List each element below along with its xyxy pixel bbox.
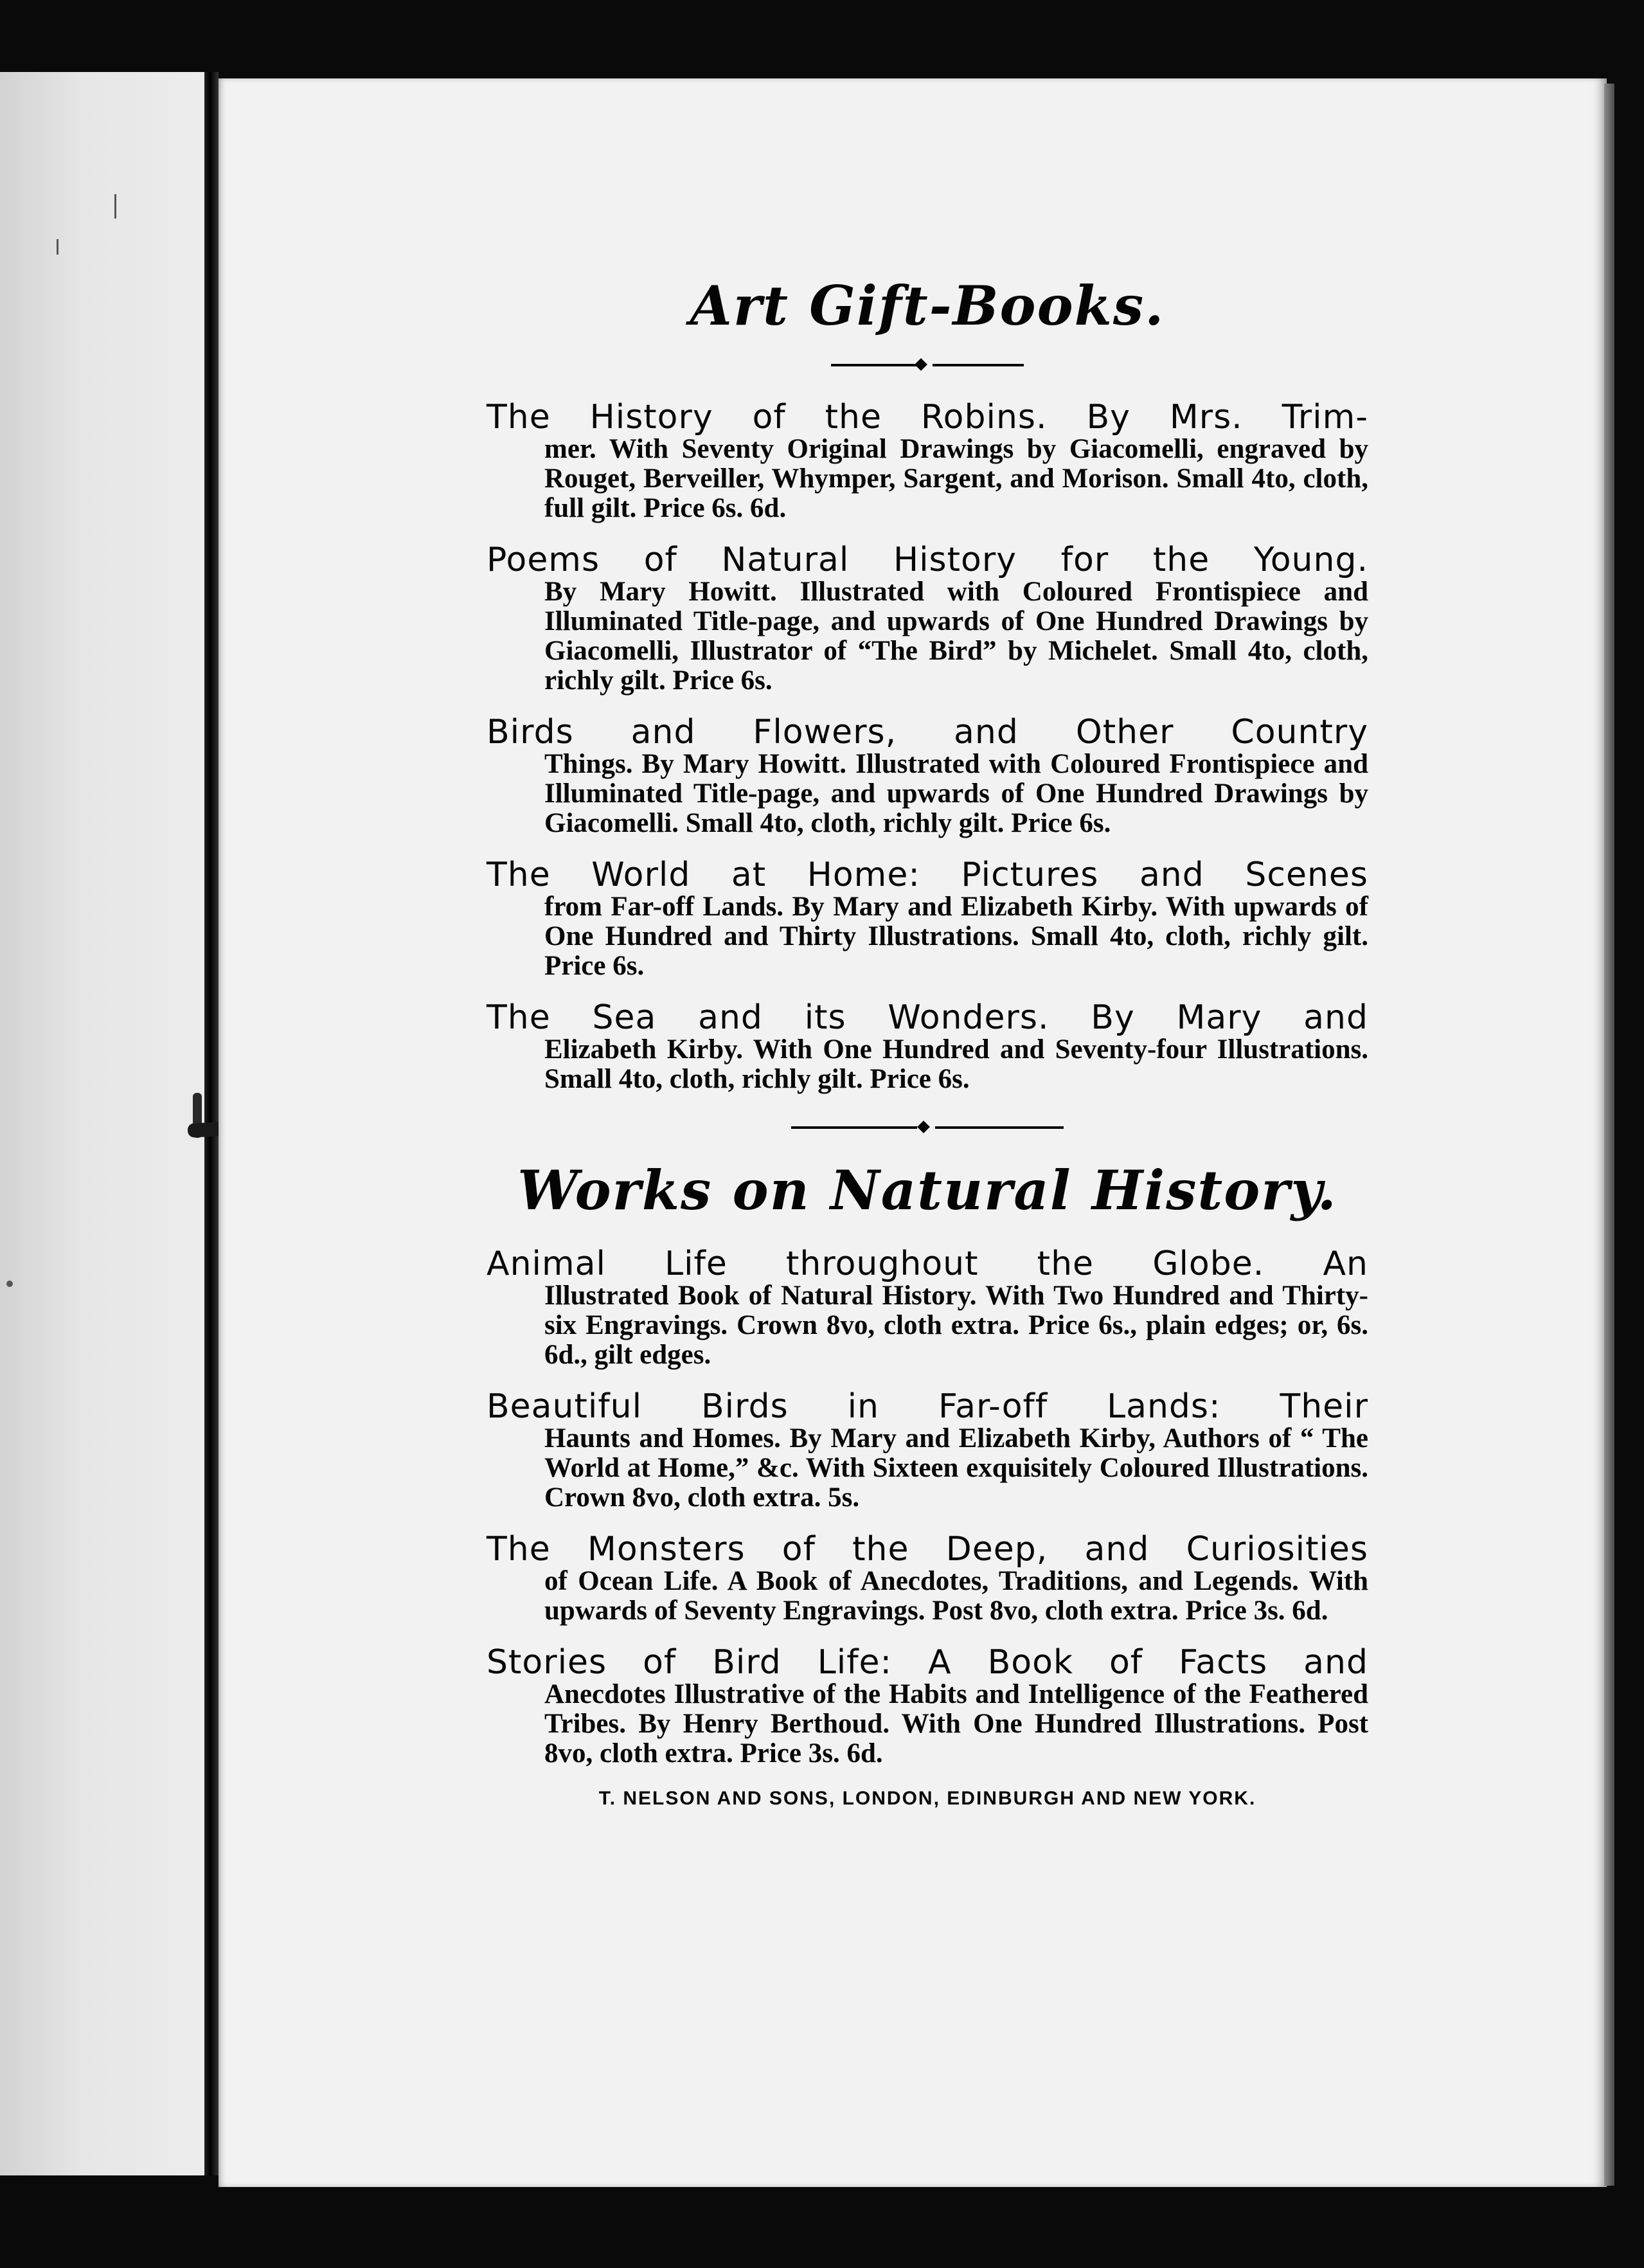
- book-entry: [487, 1246, 1368, 1370]
- publisher-imprint: T. NELSON AND SONS, LONDON, EDINBURGH AND NEW YORK.: [598, 1787, 1256, 1809]
- book-title: The Sea and its Wonders. By Mary and: [487, 998, 1368, 1038]
- book-entry: [487, 1529, 1368, 1626]
- book-description: Things. By Mary Howitt. Illustrated with Coloured Frontispiece and Illuminated Title-page, and upwards of One Hundred Drawings by Giacomelli. Small 4to, cloth, richly gilt. Price 6s.: [544, 749, 1368, 839]
- rule-line: [791, 1126, 917, 1129]
- book-title: Animal Life throughout the Globe. An: [487, 1244, 1368, 1283]
- page-text: [487, 276, 1368, 1810]
- book-description: from Far-off Lands. By Mary and Elizabeth Kirby. With upwards of One Hundred and Thirty Illustrations. Small 4to, cloth, richly gilt. Price 6s.: [544, 892, 1368, 982]
- section-title: Art Gift-Books.: [690, 274, 1165, 338]
- page-edge-shadow: [1604, 84, 1614, 2186]
- book-title: Stories of Bird Life: A Book of Facts and: [487, 1643, 1368, 1682]
- book-title: The History of the Robins. By Mrs. Trim-: [487, 398, 1368, 437]
- book-title: The World at Home: Pictures and Scenes: [487, 856, 1368, 895]
- paper-mark: [114, 194, 116, 219]
- rule-diamond: [917, 1120, 930, 1133]
- book-entry: [487, 400, 1368, 523]
- facing-page: [0, 72, 204, 2175]
- book-entry: [487, 543, 1368, 696]
- ornamental-rule: [791, 1120, 1064, 1135]
- paper-mark: [57, 239, 58, 255]
- book-description: Elizabeth Kirby. With One Hundred and Seventy-four Illustrations. Small 4to, cloth, richly gilt. Price 6s.: [544, 1034, 1368, 1095]
- book-description: Anecdotes Illustrative of the Habits and Intelligence of the Feathered Tribes. By Henry Berthoud. With One Hundred Illustrations. Post 8vo, cloth extra. Price 3s. 6d.: [544, 1679, 1368, 1769]
- book-entry: [487, 715, 1368, 838]
- book-title: Birds and Flowers, and Other Country: [487, 713, 1368, 752]
- book-description: By Mary Howitt. Illustrated with Coloured Frontispiece and Illuminated Title-page, and upwards of One Hundred Drawings by Giacomelli, Illustrator of “The Bird” by Michelet. Small 4to, cloth, richly gilt. Price 6s.: [544, 577, 1368, 696]
- book-title: The Monsters of the Deep, and Curiosities: [487, 1529, 1368, 1569]
- book-title: Poems of Natural History for the Young.: [487, 541, 1368, 580]
- book-description: Haunts and Homes. By Mary and Elizabeth Kirby, Authors of “ The World at Home,” &c. With Sixteen exquisitely Coloured Illustrations. Crown 8vo, cloth extra. 5s.: [544, 1423, 1368, 1513]
- book-entry: [487, 1389, 1368, 1513]
- rule-diamond: [915, 358, 927, 371]
- book-description: Illustrated Book of Natural History. With Two Hundred and Thirty-six Engravings. Crown 8vo, cloth extra. Price 6s., plain edges; or, 6s. 6d., gilt edges.: [544, 1280, 1368, 1370]
- book-title: Beautiful Birds in Far-off Lands: Their: [487, 1387, 1368, 1426]
- rule-line: [935, 1126, 1064, 1129]
- book-entry: [487, 1645, 1368, 1769]
- paper-mark: [6, 1281, 13, 1287]
- book-description: mer. With Seventy Original Drawings by Giacomelli, engraved by Rouget, Berveiller, Whymper, Sargent, and Morison. Small 4to, cloth, full gilt. Price 6s. 6d.: [544, 434, 1368, 524]
- book-entry: [487, 1000, 1368, 1094]
- ornamental-rule: [831, 357, 1024, 373]
- section-title: Works on Natural History.: [517, 1158, 1337, 1223]
- rule-line: [831, 364, 917, 366]
- rule-line: [933, 364, 1024, 366]
- book-entry: [487, 858, 1368, 981]
- book-description: of Ocean Life. A Book of Anecdotes, Traditions, and Legends. With upwards of Seventy Engravings. Post 8vo, cloth extra. Price 3s. 6d.: [544, 1565, 1368, 1626]
